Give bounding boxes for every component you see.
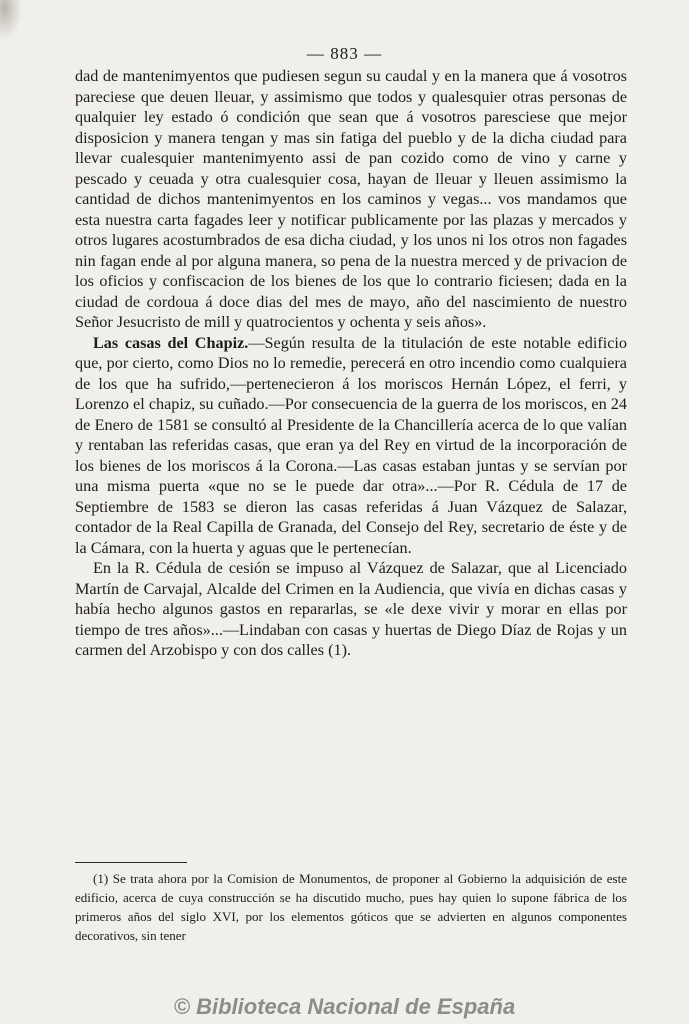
paragraph-2-text: —Según resulta de la titulación de este notable edificio que, por cierto, como Dios no lo remedie, perecerá en otro incendio como cualquiera de los que ha sufrido,—pertenecieron á los moriscos Hernán López, el ferri, y Lorenzo el chapiz, su cuñado.—Por consecuencia de la guerra de los moriscos, en 24 de Enero de 1581 se consultó al Presidente de la Chancillería acerca de lo que valían y rentaban las referidas casas, que eran ya del Rey en virtud de la incorporación de los bienes de los moriscos á la Corona.—Las casas estaban juntas y se servían por una misma puerta «que no se le puede dar otra»...—Por R. Cédula de 17 de Septiembre de 1583 se dieron las casas referidas á Juan Vázquez de Salazar, contador de la Real Capilla de Granada, del Consejo del Rey, secretario de éste y de la Cámara, con la huerta y aguas que le pertenecían. [75,333,627,557]
scan-smudge [0,0,22,40]
paragraph-1 [75,66,627,333]
footnote: (1) Se trata ahora por la Comision de Monumentos, de proponer al Gobierno la adquisición de este edificio, acerca de cuya construcción se ha discutido mucho, pues hay quien lo supone fábrica de los primeros años del siglo XVI, por los elementos góticos que se advierten en algunos componentes decorativos, sin tener [75,871,627,943]
body-text [75,66,627,661]
paragraph-3 [75,558,627,661]
paragraph-3-text: En la R. Cédula de cesión se impuso al Vázquez de Salazar, que al Licenciado Martín de Carvajal, Alcalde del Crimen en la Audiencia, que vivía en dichas casas y había hecho algunos gastos en repararlas, se «le dexe vivir y morar en ellas por tiempo de tres años»...—Lindaban con casas y huertas de Diego Díaz de Rojas y un carmen del Arzobispo y con dos calles (1). [75,559,627,659]
library-watermark: © Biblioteca Nacional de España [173,994,516,1019]
paragraph-1-text: dad de mantenimyentos que pudiesen segun su caudal y en la manera que á vosotros pareciese que deuen lleuar, y assimismo que todos y qualesquier otras personas de qualquier ley estado ó condición que sean que á vosotros paresciese que mejor disposicion y manera tengan y mas sin fatiga del pueblo y de la dicha ciudad para llevar cualesquier mantenimyento assi de pan cozido como de vino y carne y pescado y ceuada y otra cualesquier cosa, hayan de lleuar y lleuen assimismo la cantidad de dichos mantenimyentos en los caminos y vegas... vos mandamos que esta nuestra carta fagades leer y notificar publicamente por las plazas y mercados y otros lugares acostumbrados de esa dicha ciudad, y los unos ni los otros non fagades nin fagan ende al por alguna manera, so pena de la nuestra merced y de privacion de los oficios y confiscacion de los bienes de los que lo contrario ficiesen; dada en la ciudad de cordoua á doce dias del mes de mayo, año del nascimiento de nuestro Señor Jesucristo de mill y quatrocientos y ochenta y seis años». [75,67,627,331]
paragraph-2 [75,333,627,559]
footnote-rule [75,862,187,863]
page-number: — 883 — [307,44,382,63]
section-heading: Las casas del Chapiz. [93,333,249,352]
